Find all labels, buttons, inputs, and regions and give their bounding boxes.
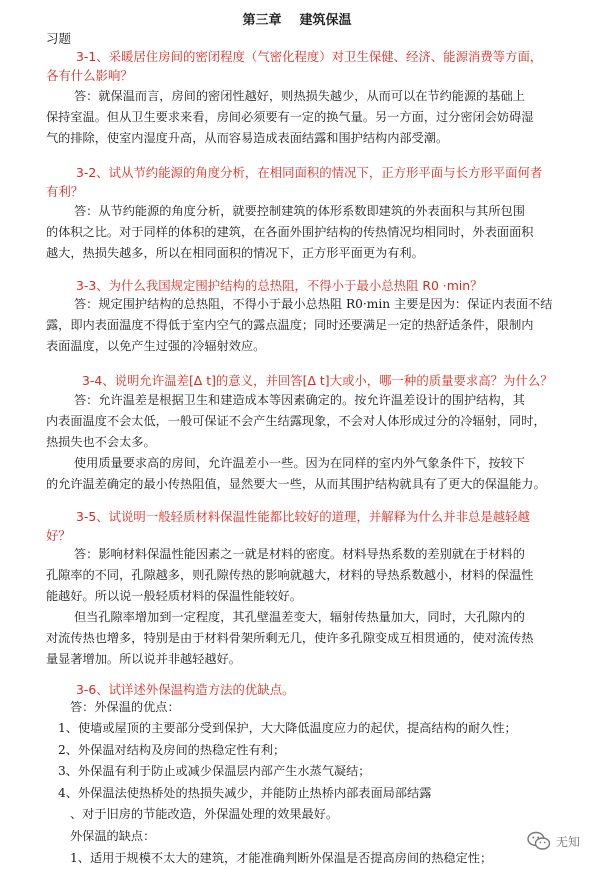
question-3-4 <box>46 371 556 390</box>
answer-3-1 <box>46 86 558 149</box>
answer-line: 的体积之比。对于同样的体积的建筑，在各面外围护结构的传热情况均相同时，外表面面积 <box>46 225 534 239</box>
answer-line: 答：外保温的优点： <box>70 700 180 714</box>
answer-line: 答：允许温差是根据卫生和建造成本等因素确定的。按允许温差设计的围护结构，其 <box>74 393 525 407</box>
answer-line: 能越好。所以说一般轻质材料的保温性能较好。 <box>46 589 302 603</box>
answer-line: 答：规定围护结构的总热阻，不得小于最小总热阻 R0·min 主要是因为：保证内表面不结 <box>74 297 553 311</box>
chapter-title: 第三章 建筑保温 <box>242 13 352 28</box>
answer-line: 但当孔隙率增加到一定程度，其孔壁温差变大，辐射传热量加大，同时，大孔隙内的 <box>74 610 525 624</box>
question-line: 3-4、说明允许温差[Δ t]的意义，并回答[Δ t]大或小，哪一种的质量要求高？为什么？ <box>82 373 553 388</box>
question-line: 3-6、试详述外保温构造方法的优缺点。 <box>76 682 295 697</box>
question-line: 3-5、试说明一般轻质材料保温性能都比较好的道理，并解释为什么并非总是越轻越 <box>76 509 530 524</box>
answer-line: 孔隙率的不同，孔隙越多，则孔隙传热的影响就越大，材料的导热系数越小，材料的保温性 <box>46 568 534 582</box>
answer-line: 气的排除，使室内湿度升高，从而容易造成表面结露和围护结构内部受潮。 <box>46 131 449 145</box>
list-item: 外保温的缺点： <box>70 828 156 843</box>
list-item: 、对于旧房的节能改造，外保温处理的效果最好。 <box>70 807 339 822</box>
answer-3-6-list <box>58 718 558 869</box>
question-3-3 <box>46 276 556 295</box>
answer-line: 答：影响材料保温性能因素之一就是材料的密度。材料导热系数的差别就在于材料的 <box>74 547 525 561</box>
question-line: 有利？ <box>46 184 84 199</box>
answer-3-2 <box>46 201 558 264</box>
answer-line: 保持室温。但从卫生要求来看，房间必须要有一定的换气量。另一方面，过分密闭会妨碍湿 <box>46 110 534 124</box>
answer-3-3 <box>46 294 558 357</box>
question-3-5 <box>46 507 556 545</box>
answer-line: 量显著增加。所以说并非越轻越好。 <box>46 652 241 666</box>
list-item: 3、外保温有利于防止或减少保温层内部产生水蒸气凝结； <box>58 764 371 779</box>
section-label: 习题 <box>46 31 72 46</box>
question-line: 各有什么影响？ <box>46 68 133 83</box>
answer-line: 答：就保温而言，房间的密闭性越好，则热损失越少，从而可以在节约能源的基础上 <box>74 89 525 103</box>
question-3-1 <box>46 47 556 85</box>
answer-line: 使用质量要求高的房间，允许温差小一些。因为在同样的室内外气象条件下，按较下 <box>74 456 525 470</box>
answer-3-4 <box>46 390 558 495</box>
answer-line: 答：从节约能源的角度分析，就要控制建筑的体形系数即建筑的外表面积与其所包围 <box>74 204 525 218</box>
list-item: 4、外保温法使热桥处的热损失减少，并能防止热桥内部表面局部结露 <box>58 785 432 800</box>
wechat-logo-icon <box>527 831 551 851</box>
question-line: 好？ <box>46 528 71 543</box>
list-item: 2、外保温对结构及房间的热稳定性有利； <box>58 742 286 757</box>
list-item: 1、适用于规模不太大的建筑，才能准确判断外保温是否提高房间的热稳定性； <box>70 850 493 865</box>
answer-3-5 <box>46 544 558 670</box>
question-line: 3-2、试从节约能源的角度分析，在相同面积的情况下，正方形平面与长方形平面何者 <box>76 165 543 180</box>
list-item: 1、使墙或屋顶的主要部分受到保护，大大降低温度应力的起伏，提高结构的耐久性； <box>58 721 517 735</box>
question-line: 3-1、采暖居住房间的密闭程度（气密化程度）对卫生保健、经济、能源消费等方面， <box>76 49 543 64</box>
answer-3-6 <box>46 697 558 718</box>
answer-line: 对流传热也增多，特别是由于材料骨架所剩无几，使许多孔隙变成互相贯通的，使对流传热 <box>46 631 534 645</box>
watermark-text: 无知 <box>555 834 580 849</box>
answer-line: 露，即内表面温度不得低于室内空气的露点温度；同时还要满足一定的热舒适条件，限制内 <box>46 318 534 332</box>
question-3-2 <box>46 163 556 201</box>
answer-line: 内表面温度不会太低，一般可保证不会产生结露现象，不会对人体形成过分的冷辐射，同时， <box>46 414 546 428</box>
question-line: 3-3、为什么我国规定围护结构的总热阻，不得小于最小总热阻 R0 ·min？ <box>76 278 483 293</box>
watermark <box>527 831 580 851</box>
answer-line: 越大，热损失越多，所以在相同面积的情况下，正方形平面更为有利。 <box>46 246 424 260</box>
answer-line: 热损失也不会太多。 <box>46 435 156 449</box>
answer-line: 的允许温差确定的最小传热阻值，显然要大一些，从而其围护结构就具有了更大的保温能力。 <box>46 477 546 491</box>
answer-line: 表面温度，以免产生过强的冷辐射效应。 <box>46 339 266 353</box>
